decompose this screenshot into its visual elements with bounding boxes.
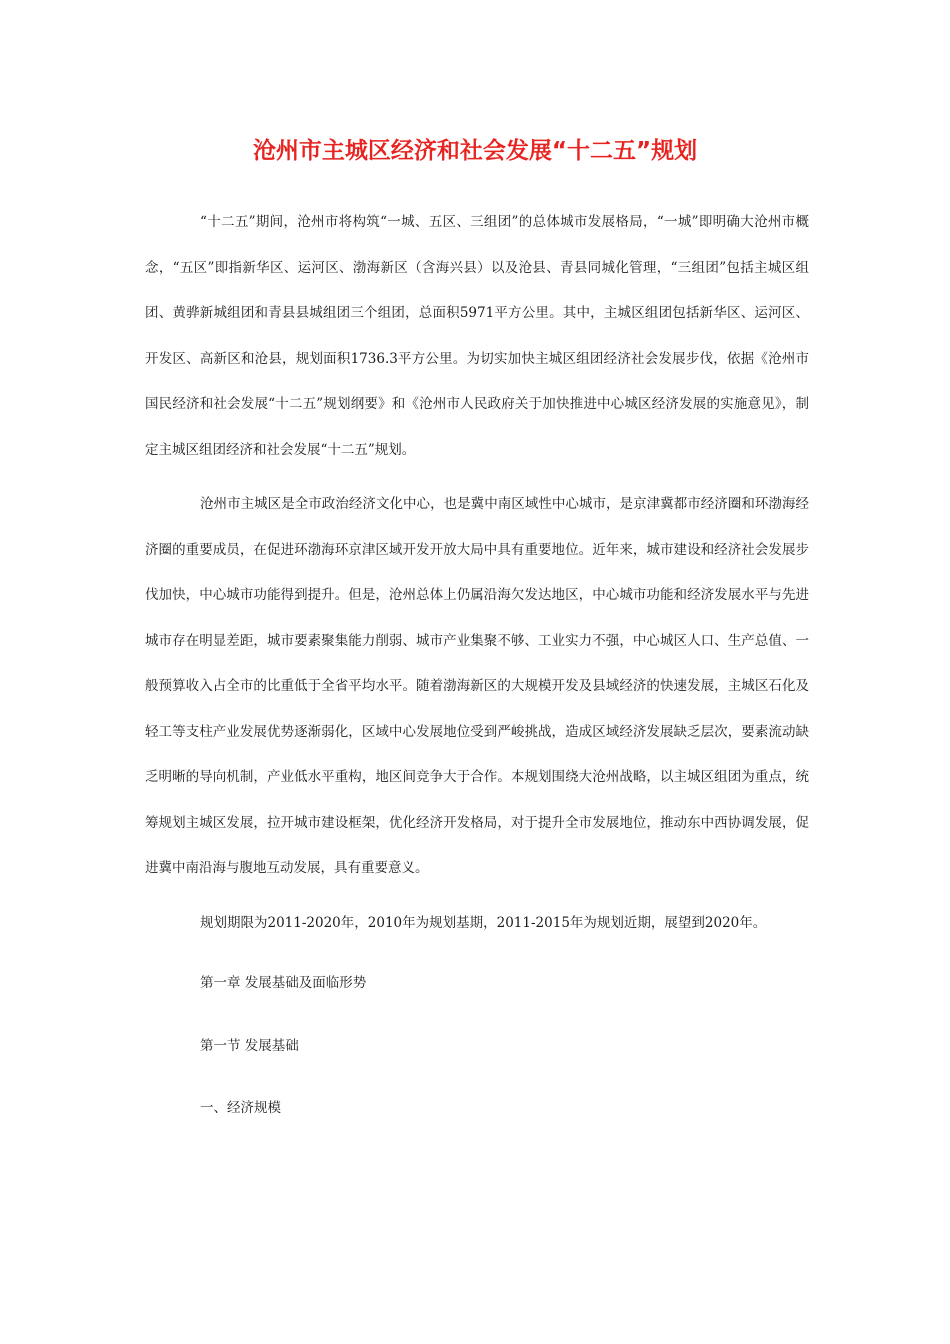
document-title: 沧州市主城区经济和社会发展“十二五”规划 xyxy=(252,138,698,164)
chapter-heading: 第一章 发展基础及面临形势 xyxy=(200,975,367,991)
section-heading: 第一节 发展基础 xyxy=(200,1038,299,1054)
paragraph-overview: “十二五”期间，沧州市将构筑“一城、五区、三组团”的总体城市发展格局，“一城”即明确大沧州市概念，“五区”即指新华区、运河区、渤海新区（含海兴县）以及沧县、青县同城化管理，“三组团”包括主城区组团、黄骅新城组团和青县县城组团三个组团，总面积5971平方公里。其中，主城区组团包括新华区、运河区、开发区、高新区和沧县，规划面积1736.3平方公里。为切实加快主城区组团经济社会发展步伐，依据《沧州市国民经济和社会发展“十二五”规划纲要》和《沧州市人民政府关于加快推进中心城区经济发展的实施意见》，制定主城区组团经济和社会发展“十二五”规划。 xyxy=(145,214,809,458)
paragraph-planning-period: 规划期限为2011-2020年，2010年为规划基期，2011-2015年为规划近期，展望到2020年。 xyxy=(200,915,767,931)
paragraph-background: 沧州市主城区是全市政治经济文化中心，也是冀中南区域性中心城市，是京津冀都市经济圈和环渤海经济圈的重要成员，在促进环渤海环京津区域开发开放大局中具有重要地位。近年来，城市建设和经济社会发展步伐加快，中心城市功能得到提升。但是，沧州总体上仍属沿海欠发达地区，中心城市功能和经济发展水平与先进城市存在明显差距，城市要素聚集能力削弱、城市产业集聚不够、工业实力不强，中心城区人口、生产总值、一般预算收入占全市的比重低于全省平均水平。随着渤海新区的大规模开发及县域经济的快速发展，主城区石化及轻工等支柱产业发展优势逐渐弱化，区域中心发展地位受到严峻挑战，造成区域经济发展缺乏层次，要素流动缺乏明晰的导向机制，产业低水平重构，地区间竞争大于合作。本规划围绕大沧州战略，以主城区组团为重点，统筹规划主城区发展，拉开城市建设框架，优化经济开发格局，对于提升全市发展地位，推动东中西协调发展，促进冀中南沿海与腹地互动发展，具有重要意义。 xyxy=(145,496,809,876)
subsection-heading: 一、经济规模 xyxy=(200,1100,281,1116)
